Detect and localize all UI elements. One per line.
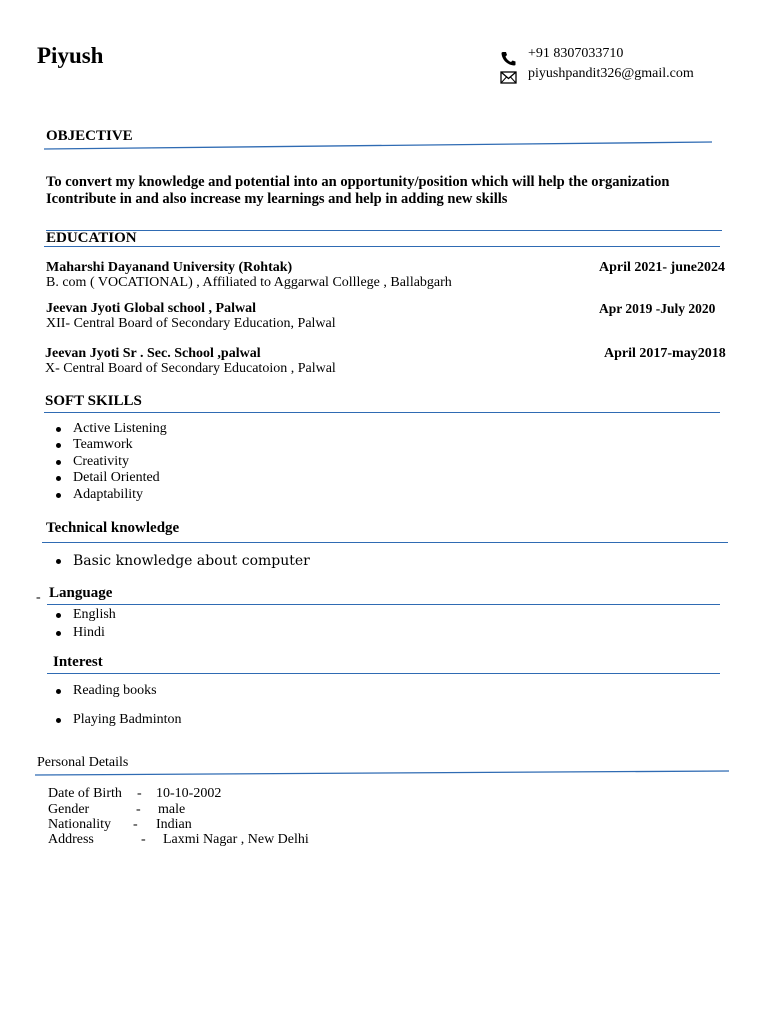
- list-item: Basic knowledge about computer: [46, 553, 310, 569]
- education-heading: EDUCATION: [46, 230, 137, 246]
- nationality-value: Indian: [156, 817, 192, 832]
- list-item: Teamwork: [46, 437, 167, 453]
- address-value: Laxmi Nagar , New Delhi: [163, 832, 309, 847]
- education-institution: Maharshi Dayanand University (Rohtak): [46, 260, 293, 275]
- candidate-name: Piyush: [37, 43, 104, 68]
- education-detail: X- Central Board of Secondary Educatoion , Palwal: [45, 361, 336, 376]
- personal-details-rule: [35, 769, 731, 777]
- language-heading: Language: [49, 585, 113, 601]
- language-list: [46, 607, 116, 641]
- technical-heading: Technical knowledge: [46, 520, 180, 536]
- list-item: English: [46, 607, 116, 625]
- education-detail: B. com ( VOCATIONAL) , Affiliated to Aggarwal Colllege , Ballabgarh: [46, 275, 452, 290]
- soft-skills-list: [46, 421, 167, 503]
- education-detail: XII- Central Board of Secondary Education, Palwal: [46, 316, 336, 331]
- soft-skills-rule: [44, 412, 720, 413]
- education-rule: [44, 246, 720, 247]
- education-institution: Jeevan Jyoti Sr . Sec. School ,palwal: [45, 346, 261, 361]
- list-item: Active Listening: [46, 421, 167, 437]
- list-item: Playing Badminton: [46, 712, 182, 728]
- technical-list: [46, 553, 310, 569]
- objective-heading: OBJECTIVE: [46, 128, 133, 144]
- soft-skills-heading: SOFT SKILLS: [45, 393, 142, 409]
- list-item: Creativity: [46, 454, 167, 470]
- phone-icon: [500, 51, 517, 66]
- envelope-icon: [500, 71, 517, 84]
- gender-separator: -: [136, 802, 141, 817]
- language-rule: [47, 604, 720, 605]
- dob-separator: -: [137, 786, 142, 801]
- technical-rule: [42, 542, 728, 543]
- list-item: Adaptability: [46, 487, 167, 503]
- email-address[interactable]: piyushpandit326@gmail.com: [528, 66, 694, 81]
- education-institution: Jeevan Jyoti Global school , Palwal: [46, 301, 256, 316]
- nationality-label: Nationality: [48, 817, 111, 832]
- objective-rule: [44, 141, 714, 151]
- phone-number[interactable]: +91 8307033710: [528, 46, 624, 61]
- interest-heading: Interest: [53, 654, 103, 670]
- list-item: Detail Oriented: [46, 470, 167, 486]
- gender-value: male: [158, 802, 186, 817]
- gender-label: Gender: [48, 802, 90, 817]
- list-item: Hindi: [46, 625, 116, 641]
- education-dates: Apr 2019 -July 2020: [599, 301, 716, 316]
- interest-rule: [47, 673, 720, 674]
- language-marker: -: [36, 590, 41, 605]
- education-dates: April 2021- june2024: [599, 260, 725, 275]
- education-dates: April 2017-may2018: [604, 346, 726, 361]
- personal-details-heading: Personal Details: [37, 755, 129, 770]
- objective-text: To convert my knowledge and potential into an opportunity/position which will help the organization Icontribute in and also increase my learnings and help in adding new skills: [46, 174, 670, 207]
- education-top-rule: [46, 230, 722, 231]
- dob-label: Date of Birth: [48, 786, 122, 801]
- dob-value: 10-10-2002: [156, 786, 222, 801]
- list-item: Reading books: [46, 683, 182, 712]
- interest-list: [46, 683, 182, 728]
- address-separator: -: [141, 832, 146, 847]
- address-label: Address: [48, 832, 94, 847]
- nationality-separator: -: [133, 817, 138, 832]
